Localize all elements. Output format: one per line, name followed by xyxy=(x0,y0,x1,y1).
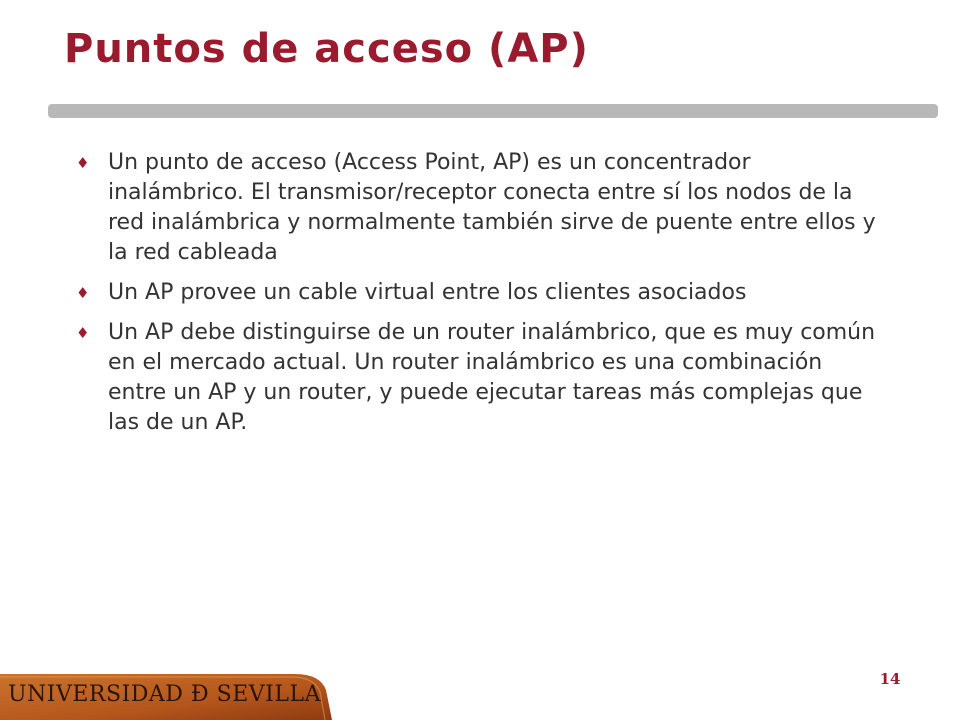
title-divider xyxy=(48,104,938,118)
page-number: 14 xyxy=(879,670,901,688)
bullet-text: Un punto de acceso (Access Point, AP) es un concentrador inalámbrico. El transmisor/receptor conecta entre sí los nodos de la red inalámbrica y normalmente también sirve de puente entre ellos y la red cableada xyxy=(108,150,876,265)
diamond-bullet-icon: ♦ xyxy=(76,324,90,342)
bullet-text: Un AP provee un cable virtual entre los clientes asociados xyxy=(108,280,747,305)
bullet-item xyxy=(76,148,886,268)
bullet-text: Un AP debe distinguirse de un router inalámbrico, que es muy común en el mercado actual. Un router inalámbrico es una combinación entre un AP y un router, y puede ejecutar tareas más complejas que las de un AP. xyxy=(108,320,876,435)
bullet-item xyxy=(76,318,886,438)
bullet-list xyxy=(76,148,886,448)
diamond-bullet-icon: ♦ xyxy=(76,154,90,172)
slide-title: Puntos de acceso (AP) xyxy=(64,26,589,72)
diamond-bullet-icon: ♦ xyxy=(76,284,90,302)
university-logo-text: UNIVERSIDAD Ð SEVILLA xyxy=(8,682,321,707)
bullet-item xyxy=(76,278,886,308)
